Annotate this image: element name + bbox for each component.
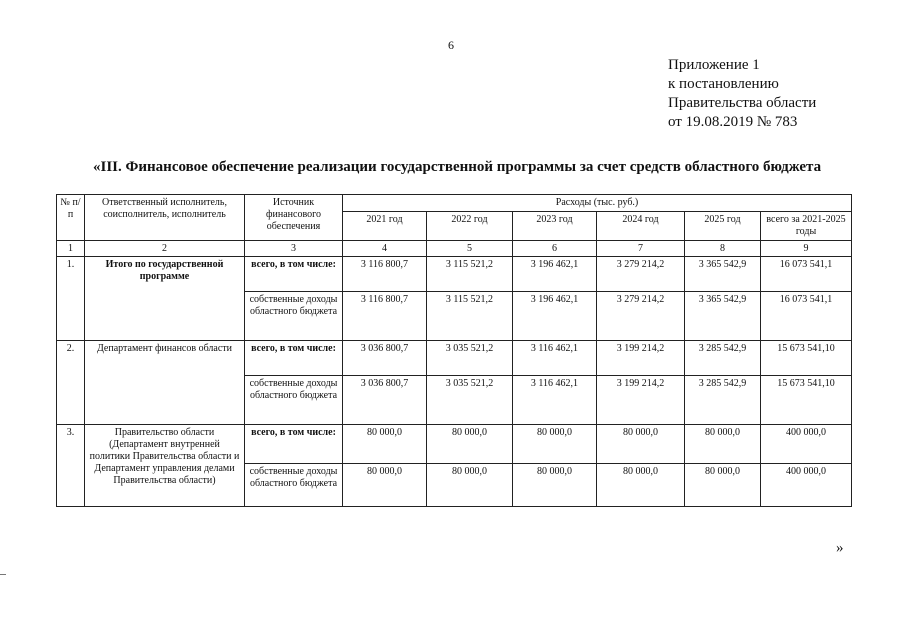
row-value: 3 115 521,2: [427, 257, 513, 292]
header-year: 2021 год: [343, 212, 427, 241]
row-value: 3 199 214,2: [597, 376, 685, 425]
table-row: [57, 341, 852, 376]
column-number-row: [57, 241, 852, 257]
row-value: 3 036 800,7: [343, 376, 427, 425]
financing-table: [56, 194, 852, 507]
row-value: 80 000,0: [427, 464, 513, 507]
header-total: всего за 2021-2025 годы: [761, 212, 852, 241]
row-value: 3 199 214,2: [597, 341, 685, 376]
row-value: 3 279 214,2: [597, 292, 685, 341]
row-value: 3 285 542,9: [685, 376, 761, 425]
header-row: [57, 195, 852, 212]
row-num: 3.: [57, 425, 85, 507]
row-num: 1.: [57, 257, 85, 341]
table-row: [57, 425, 852, 464]
row-value: 3 036 800,7: [343, 341, 427, 376]
row-source: всего, в том числе:: [245, 425, 343, 464]
row-source: всего, в том числе:: [245, 257, 343, 292]
row-value: 3 116 462,1: [513, 341, 597, 376]
row-value: 3 279 214,2: [597, 257, 685, 292]
row-value: 3 116 462,1: [513, 376, 597, 425]
row-value: 15 673 541,10: [761, 376, 852, 425]
closing-quote: »: [836, 540, 844, 556]
header-expenses: Расходы (тыс. руб.): [343, 195, 852, 212]
row-value: 80 000,0: [597, 425, 685, 464]
row-value: 3 116 800,7: [343, 257, 427, 292]
column-number: 4: [343, 241, 427, 257]
row-source: всего, в том числе:: [245, 341, 343, 376]
appendix-block: [668, 56, 816, 132]
row-value: 400 000,0: [761, 425, 852, 464]
row-value: 15 673 541,10: [761, 341, 852, 376]
row-value: 16 073 541,1: [761, 257, 852, 292]
row-value: 3 116 800,7: [343, 292, 427, 341]
column-number: 3: [245, 241, 343, 257]
header-year: 2022 год: [427, 212, 513, 241]
header-year: 2023 год: [513, 212, 597, 241]
row-value: 400 000,0: [761, 464, 852, 507]
row-executor: Департамент финансов области: [85, 341, 245, 425]
appendix-line: к постановлению: [668, 76, 779, 92]
row-value: 3 035 521,2: [427, 341, 513, 376]
row-executor: Правительство области (Департамент внутренней политики Правительства области и Департамент управления делами Правительства области): [85, 425, 245, 507]
row-value: 3 115 521,2: [427, 292, 513, 341]
row-value: 16 073 541,1: [761, 292, 852, 341]
appendix-line: Правительства области: [668, 95, 817, 111]
column-number: 5: [427, 241, 513, 257]
column-number: 9: [761, 241, 852, 257]
row-value: 80 000,0: [597, 464, 685, 507]
row-executor: Итого по государственной программе: [85, 257, 245, 341]
header-source: Источник финансового обеспечения: [245, 195, 343, 241]
appendix-line: от 19.08.2019 № 783: [668, 114, 798, 130]
header-executor: Ответственный исполнитель, соисполнитель, исполнитель: [85, 195, 245, 241]
header-num: № п/п: [57, 195, 85, 241]
row-value: 80 000,0: [427, 425, 513, 464]
document-title: «III. Финансовое обеспечение реализации государственной программы за счет средств областного бюджета: [93, 159, 822, 175]
row-value: 80 000,0: [685, 464, 761, 507]
appendix-line: Приложение 1: [668, 57, 760, 73]
row-source: собственные доходы областного бюджета: [245, 464, 343, 507]
header-year: 2024 год: [597, 212, 685, 241]
column-number: 1: [57, 241, 85, 257]
column-number: 8: [685, 241, 761, 257]
row-value: 3 365 542,9: [685, 257, 761, 292]
row-value: 3 196 462,1: [513, 292, 597, 341]
header-year: 2025 год: [685, 212, 761, 241]
row-value: 80 000,0: [343, 425, 427, 464]
row-value: 3 285 542,9: [685, 341, 761, 376]
row-value: 80 000,0: [343, 464, 427, 507]
row-value: 80 000,0: [685, 425, 761, 464]
column-number: 7: [597, 241, 685, 257]
row-source: собственные доходы областного бюджета: [245, 292, 343, 341]
page-number: 6: [448, 38, 454, 52]
row-value: 3 196 462,1: [513, 257, 597, 292]
scan-edge-mark: [0, 574, 6, 575]
row-value: 3 365 542,9: [685, 292, 761, 341]
row-value: 80 000,0: [513, 464, 597, 507]
column-number: 2: [85, 241, 245, 257]
row-source: собственные доходы областного бюджета: [245, 376, 343, 425]
row-value: 80 000,0: [513, 425, 597, 464]
row-value: 3 035 521,2: [427, 376, 513, 425]
column-number: 6: [513, 241, 597, 257]
row-num: 2.: [57, 341, 85, 425]
table-row: [57, 257, 852, 292]
